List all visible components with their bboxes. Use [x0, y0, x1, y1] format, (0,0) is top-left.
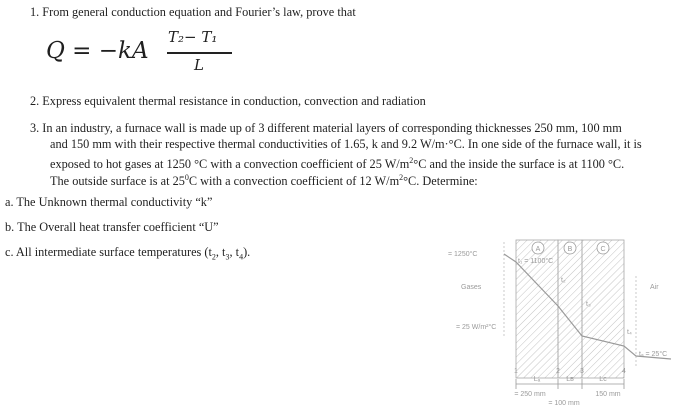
formula-denominator: L [194, 56, 204, 74]
furnace-wall-diagram [446, 236, 683, 410]
part-c-sub-2: 2 [211, 252, 216, 262]
question-3-line-1: 3. In an industry, a furnace wall is made up of 3 different material layers of corresponding thicknesses 250 mm, 100 mm [30, 121, 622, 135]
q3-line4-a: The outside surface is at 25 [50, 174, 185, 189]
layer-c-label: C [600, 246, 606, 253]
formula-lhs: Q = −kA [46, 38, 149, 64]
part-c-prefix: c. All intermediate surface temperatures (t [5, 245, 212, 259]
part-c-sep-1: , t [215, 245, 226, 259]
diagram-svg [446, 236, 683, 410]
surface-4-number: 4 [622, 368, 626, 375]
q3-line3-b: °C and the inside the surface is at 1100 °C. [413, 157, 625, 172]
t4-label: t₄ [627, 329, 632, 336]
dim-c-label: 150 mm [595, 391, 621, 398]
q3-line4-sup-2: 2 [399, 173, 404, 182]
gas-temperature-label: = 1250°C [448, 251, 478, 258]
layer-b-rect [558, 240, 582, 378]
layer-c-rect [582, 240, 624, 378]
dim-a-label: = 250 mm [514, 391, 546, 398]
air-label: Air [650, 284, 659, 291]
surface-1-number: 1 [514, 368, 518, 375]
part-b: b. The Overall heat transfer coefficient “U” [5, 220, 219, 234]
question-2-text: 2. Express equivalent thermal resistance in conduction, convection and radiation [30, 94, 426, 108]
fourier-formula [46, 28, 246, 84]
t2-label: t₂ [561, 277, 566, 284]
q3-line4-sup-deg: 0 [184, 173, 189, 182]
inner-convection-label: = 25 W/m²°C [456, 324, 497, 331]
question-3-line-4 [50, 170, 478, 189]
question-1-text: 1. From general conduction equation and Fourier’s law, prove that [30, 5, 356, 19]
air-temperature-label: tₐ = 25°C [639, 351, 668, 358]
surface-2-number: 2 [556, 368, 560, 375]
surface-3-number: 3 [580, 368, 584, 375]
q3-line4-b: C with a convection coefficient of 12 W/m [188, 174, 400, 189]
part-c-sep-2: , t [229, 245, 240, 259]
q3-line4-c: °C. Determine: [403, 174, 478, 189]
q3-line3-a: exposed to hot gases at 1250 °C with a convection coefficient of 25 W/m [50, 157, 410, 172]
part-c-sub-3: 3 [225, 252, 230, 262]
la-label: Lₐ [533, 376, 541, 383]
part-c-suffix: ). [243, 245, 251, 259]
fraction-bar [167, 52, 232, 54]
t1-label: t₁ = 1100°C [518, 258, 554, 265]
layer-b-label: B [567, 246, 573, 253]
question-3-line-2: and 150 mm with their respective thermal conductivities of 1.65, k and 9.2 W/m·°C. In one side of the furnace wall, it is [50, 137, 642, 151]
t3-label: t₃ [586, 301, 591, 308]
layer-a-label: A [535, 246, 541, 253]
lb-label: Lʙ [566, 376, 574, 383]
part-c [5, 245, 250, 264]
formula-numerator: T₂− T₁ [168, 28, 218, 46]
gases-label: Gases [461, 284, 482, 291]
part-a: a. The Unknown thermal conductivity “k” [5, 195, 213, 209]
part-c-sub-4: 4 [239, 252, 244, 262]
q3-line3-sup: 2 [409, 156, 414, 165]
dim-b-label: = 100 mm [548, 400, 580, 407]
lc-label: Lc [599, 376, 607, 383]
